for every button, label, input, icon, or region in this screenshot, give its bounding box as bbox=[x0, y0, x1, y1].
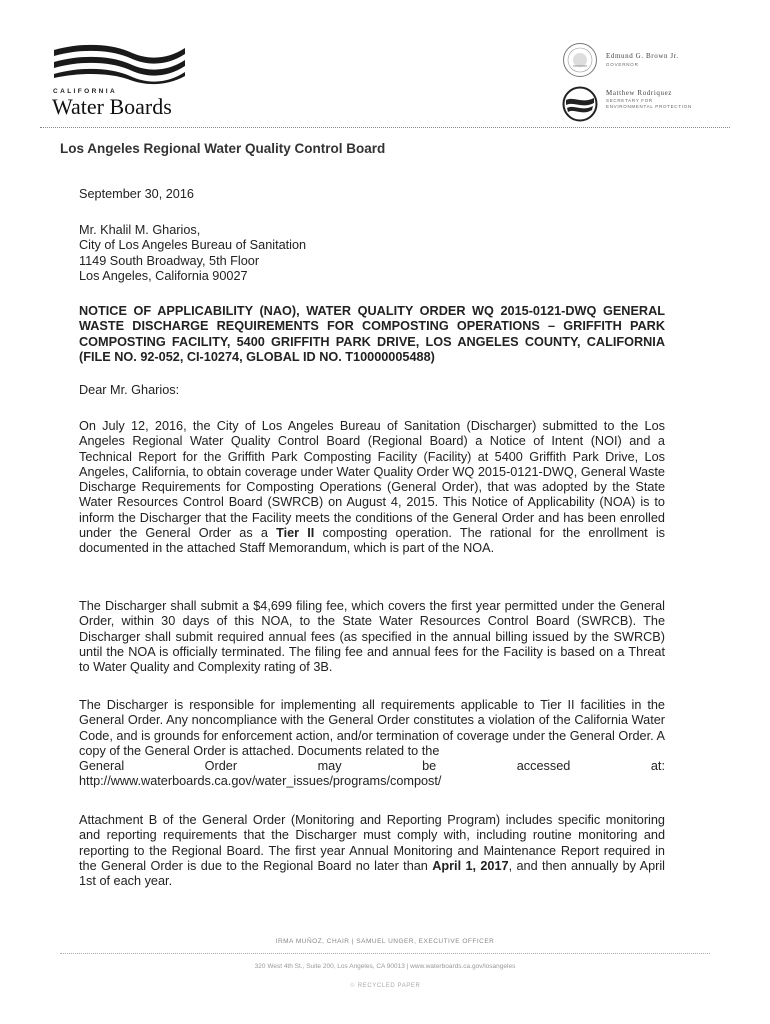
state-seal-icon bbox=[562, 42, 598, 78]
justified-line: General Order may be accessed at: bbox=[79, 759, 665, 774]
board-name: Los Angeles Regional Water Quality Control Board bbox=[60, 141, 386, 156]
secretary-name: Matthew Rodriquez bbox=[606, 89, 672, 97]
subject-heading: NOTICE OF APPLICABILITY (NAO), WATER QUALITY ORDER WQ 2015-0121-DWQ GENERAL WASTE DISCHARGE REQUIREMENTS FOR COMPOSTING OPERATIONS – GRIFFITH PARK COMPOSTING FACILITY, 5400 GRIFFITH PARK DRIVE, LOS ANGELES COUNTY, CALIFORNIA (FILE NO. 92-052, CI-10274, GLOBAL ID NO. T10000005488) bbox=[79, 304, 665, 364]
due-date-emphasis: April 1, 2017 bbox=[432, 858, 509, 873]
footer-officers: IRMA MUÑOZ, CHAIR | SAMUEL UNGER, EXECUTIVE OFFICER bbox=[275, 938, 495, 945]
recipient-line: Mr. Khalil M. Gharios, bbox=[79, 223, 201, 237]
calepa-logo-icon bbox=[562, 86, 598, 122]
footer-divider bbox=[60, 953, 710, 954]
governor-title: GOVERNOR bbox=[606, 62, 639, 67]
tier-emphasis: Tier II bbox=[276, 526, 315, 541]
paragraph-4: Attachment B of the General Order (Monitoring and Reporting Program) includes specific monitoring and reporting requirements that the Discharger must comply with, including routine monitoring and reporting to the Regional Board. The first year Annual Monitoring and Maintenance Report required in the General Order is due to the Regional Board no later than April 1, 2017, and then annually by April 1st of each year. bbox=[79, 813, 665, 889]
footer-recycled: ♲ RECYCLED PAPER bbox=[349, 983, 421, 989]
letterhead-divider bbox=[40, 127, 730, 128]
letter-date: September 30, 2016 bbox=[79, 187, 194, 201]
water-boards-logo-waves-icon bbox=[52, 42, 187, 88]
recipient-line: Los Angeles, California 90027 bbox=[79, 268, 248, 283]
logo-state-text: CALIFORNIA bbox=[53, 88, 118, 95]
paragraph-1: On July 12, 2016, the City of Los Angeles Bureau of Sanitation (Discharger) submitted to the Los Angeles Regional Water Quality Control Board (Regional Board) a Notice of Intent (NOI) and a Technical Report for the Griffith Park Composting Facility (Facility) at 5400 Griffith Park Drive, Los Angeles, California, to obtain coverage under Water Quality Order WQ 2015-0121-DWQ, General Waste Discharge Requirements for Composting Operations (General Order), that was adopted by the State Water Resources Control Board (SWRCB) on August 4, 2015. This Notice of Applicability (NOA) is to inform the Discharger that the Facility meets the conditions of the General Order and has been enrolled under the General Order as a Tier II composting operation. The rational for the enrollment is documented in the attached Staff Memorandum, which is part of the NOA. bbox=[79, 419, 665, 556]
recipient-address bbox=[79, 223, 665, 284]
governor-name: Edmund G. Brown Jr. bbox=[606, 52, 679, 60]
recipient-line: 1149 South Broadway, 5th Floor bbox=[79, 253, 260, 268]
logo-agency-name: Water Boards bbox=[52, 94, 172, 119]
salutation: Dear Mr. Gharios: bbox=[79, 383, 180, 397]
paragraph-3: The Discharger is responsible for implementing all requirements applicable to Tier II facilities in the General Order. Any noncompliance with the General Order constitutes a violation of the California Water Code, and is grounds for enforcement action, and/or termination of coverage under the General Order. A copy of the General Order is attached. Documents related to the General Order may be accessed at: http://www.waterboards.ca.gov/water_issues/programs/compost/ bbox=[79, 698, 665, 789]
footer-address: 320 West 4th St., Suite 200, Los Angeles, CA 90013 | www.waterboards.ca.gov/losangeles bbox=[254, 963, 516, 970]
general-order-link[interactable]: http://www.waterboards.ca.gov/water_issues/programs/compost/ bbox=[79, 774, 442, 789]
recipient-line: City of Los Angeles Bureau of Sanitation bbox=[79, 238, 307, 253]
paragraph-2: The Discharger shall submit a $4,699 filing fee, which covers the first year permitted under the General Order, within 30 days of this NOA, to the State Water Resources Control Board (SWRCB). The Discharger shall submit required annual fees (as specified in the annual billing issued by the SWRCB) until the NOA is officially terminated. The filing fee and annual fees for the Facility is based on a Threat to Water Quality and Complexity rating of 3B. bbox=[79, 599, 665, 675]
secretary-title: SECRETARY FOR ENVIRONMENTAL PROTECTION bbox=[606, 98, 692, 109]
